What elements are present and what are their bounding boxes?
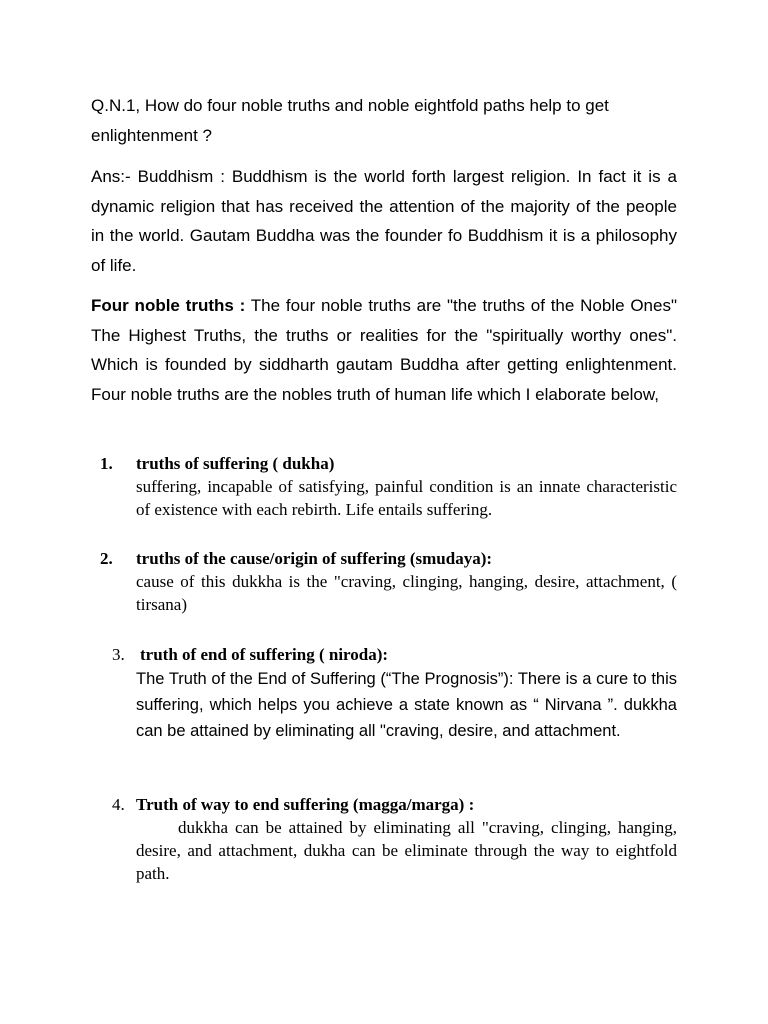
truth-text-4: dukkha can be attained by eliminating all "craving, clinging, hanging, desire, and attachment, dukha can be eliminate through the way to eightfold path. — [136, 818, 682, 883]
truth-number-3: 3. — [112, 645, 125, 664]
question-text: Q.N.1, How do four noble truths and noble eightfold paths help to get enlightenment ? — [91, 96, 609, 145]
truth-number-4: 4. — [112, 795, 125, 814]
truth-heading-1: truths of suffering ( dukha) — [136, 454, 335, 473]
answer-paragraph: Ans:- Buddhism : Buddhism is the world forth largest religion. In fact it is a dynamic religion that has received the attention of the majority of the people in the world. Gautam Buddha was the founder fo Buddhism it is a philosophy of life. — [91, 167, 677, 275]
truth-text-1: suffering, incapable of satisfying, painful condition is an innate characteristic of existence with each rebirth. Life entails suffering. — [136, 477, 677, 519]
truth-number-2: 2. — [100, 549, 113, 568]
four-noble-truths-text: The four noble truths are "the truths of the Noble Ones" The Highest Truths, the truths or realities for the "spiritually worthy ones". Which is founded by siddharth gautam Buddha after getting enlightenment. Four noble truths are the nobles truth of human life which I elaborate below, — [91, 296, 678, 404]
truth-number-1: 1. — [100, 454, 113, 473]
truth-text-3: The Truth of the End of Suffering (“The Prognosis”): There is a cure to this suffering, which helps you achieve a state known as “ Nirvana ”. dukkha can be attained by eliminating all "craving, desire, and attachment. — [136, 670, 677, 740]
truth-text-2: cause of this dukkha is the "craving, clinging, hanging, desire, attachment, ( tirsana) — [136, 572, 677, 614]
four-noble-truths-heading: Four noble truths : — [91, 296, 246, 315]
truth-heading-3: truth of end of suffering ( niroda): — [140, 645, 389, 664]
truth-heading-4: Truth of way to end suffering (magga/marga) : — [136, 795, 475, 814]
four-noble-truths-intro — [91, 291, 677, 409]
truth-heading-2: truths of the cause/origin of suffering (smudaya): — [136, 549, 493, 568]
